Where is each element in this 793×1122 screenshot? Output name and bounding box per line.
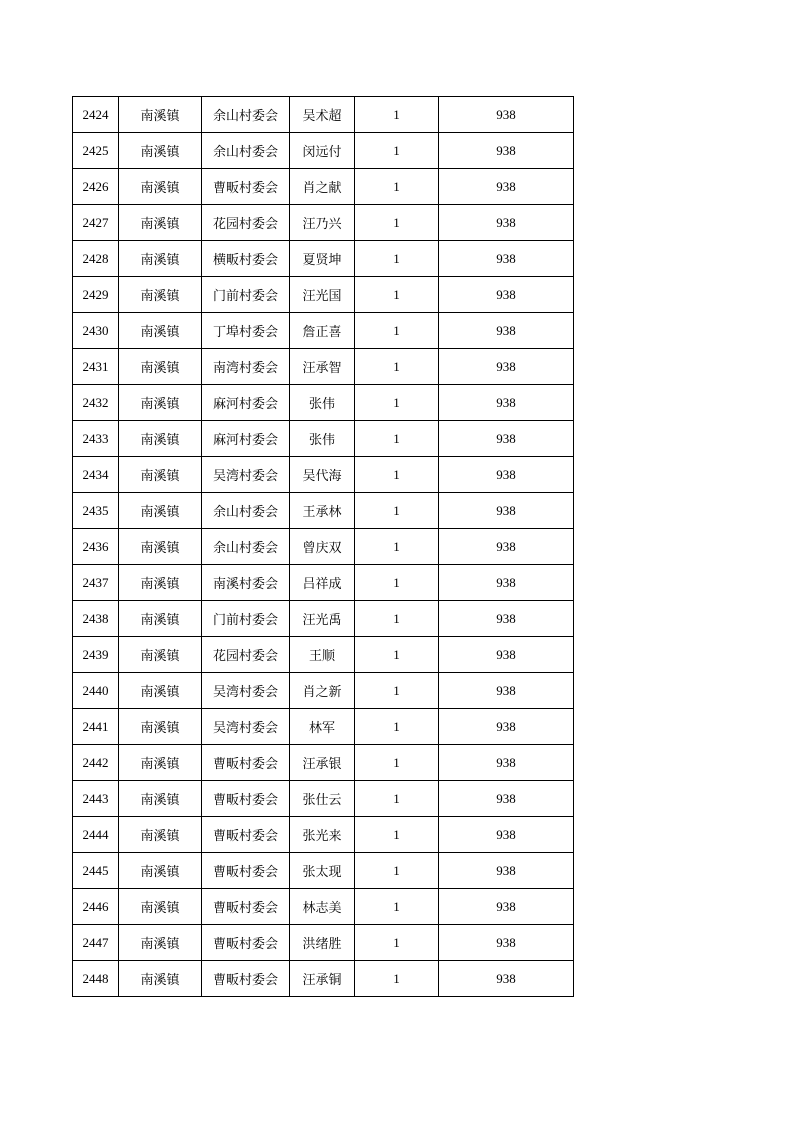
- village-cell: 吴湾村委会: [202, 673, 290, 709]
- count-cell: 1: [355, 853, 439, 889]
- table-body: [73, 97, 574, 997]
- row-number-cell: 2448: [73, 961, 119, 997]
- town-cell: 南溪镇: [119, 961, 202, 997]
- count-cell: 1: [355, 961, 439, 997]
- village-cell: 余山村委会: [202, 133, 290, 169]
- row-number-cell: 2438: [73, 601, 119, 637]
- amount-cell: 938: [439, 241, 574, 277]
- row-number-cell: 2441: [73, 709, 119, 745]
- town-cell: 南溪镇: [119, 169, 202, 205]
- village-cell: 曹畈村委会: [202, 169, 290, 205]
- amount-cell: 938: [439, 97, 574, 133]
- count-cell: 1: [355, 673, 439, 709]
- amount-cell: 938: [439, 385, 574, 421]
- person-name-cell: 张伟: [290, 385, 355, 421]
- amount-cell: 938: [439, 493, 574, 529]
- count-cell: 1: [355, 349, 439, 385]
- table-row: [73, 529, 574, 565]
- amount-cell: 938: [439, 889, 574, 925]
- subsidy-table: [72, 96, 574, 997]
- person-name-cell: 张伟: [290, 421, 355, 457]
- village-cell: 曹畈村委会: [202, 745, 290, 781]
- table-row: [73, 277, 574, 313]
- person-name-cell: 汪承银: [290, 745, 355, 781]
- row-number-cell: 2446: [73, 889, 119, 925]
- amount-cell: 938: [439, 853, 574, 889]
- village-cell: 余山村委会: [202, 97, 290, 133]
- amount-cell: 938: [439, 817, 574, 853]
- count-cell: 1: [355, 133, 439, 169]
- row-number-cell: 2432: [73, 385, 119, 421]
- count-cell: 1: [355, 493, 439, 529]
- amount-cell: 938: [439, 421, 574, 457]
- village-cell: 南湾村委会: [202, 349, 290, 385]
- count-cell: 1: [355, 529, 439, 565]
- person-name-cell: 曾庆双: [290, 529, 355, 565]
- table-row: [73, 133, 574, 169]
- table-row: [73, 385, 574, 421]
- count-cell: 1: [355, 313, 439, 349]
- village-cell: 门前村委会: [202, 277, 290, 313]
- row-number-cell: 2434: [73, 457, 119, 493]
- count-cell: 1: [355, 241, 439, 277]
- person-name-cell: 夏贤坤: [290, 241, 355, 277]
- table-row: [73, 313, 574, 349]
- person-name-cell: 肖之献: [290, 169, 355, 205]
- village-cell: 曹畈村委会: [202, 817, 290, 853]
- table-row: [73, 817, 574, 853]
- town-cell: 南溪镇: [119, 457, 202, 493]
- row-number-cell: 2442: [73, 745, 119, 781]
- town-cell: 南溪镇: [119, 601, 202, 637]
- table-row: [73, 853, 574, 889]
- row-number-cell: 2435: [73, 493, 119, 529]
- table-row: [73, 637, 574, 673]
- count-cell: 1: [355, 169, 439, 205]
- person-name-cell: 林军: [290, 709, 355, 745]
- village-cell: 麻河村委会: [202, 421, 290, 457]
- person-name-cell: 汪光国: [290, 277, 355, 313]
- person-name-cell: 张光来: [290, 817, 355, 853]
- amount-cell: 938: [439, 133, 574, 169]
- amount-cell: 938: [439, 673, 574, 709]
- amount-cell: 938: [439, 709, 574, 745]
- amount-cell: 938: [439, 601, 574, 637]
- row-number-cell: 2425: [73, 133, 119, 169]
- town-cell: 南溪镇: [119, 277, 202, 313]
- table-row: [73, 601, 574, 637]
- row-number-cell: 2430: [73, 313, 119, 349]
- count-cell: 1: [355, 565, 439, 601]
- table-row: [73, 889, 574, 925]
- count-cell: 1: [355, 817, 439, 853]
- row-number-cell: 2444: [73, 817, 119, 853]
- town-cell: 南溪镇: [119, 205, 202, 241]
- person-name-cell: 王顺: [290, 637, 355, 673]
- town-cell: 南溪镇: [119, 817, 202, 853]
- person-name-cell: 张仕云: [290, 781, 355, 817]
- town-cell: 南溪镇: [119, 781, 202, 817]
- table-row: [73, 349, 574, 385]
- table-row: [73, 709, 574, 745]
- table-row: [73, 673, 574, 709]
- table-row: [73, 241, 574, 277]
- count-cell: 1: [355, 889, 439, 925]
- row-number-cell: 2427: [73, 205, 119, 241]
- count-cell: 1: [355, 205, 439, 241]
- count-cell: 1: [355, 925, 439, 961]
- village-cell: 丁埠村委会: [202, 313, 290, 349]
- village-cell: 花园村委会: [202, 637, 290, 673]
- town-cell: 南溪镇: [119, 97, 202, 133]
- person-name-cell: 王承林: [290, 493, 355, 529]
- row-number-cell: 2424: [73, 97, 119, 133]
- table-row: [73, 925, 574, 961]
- town-cell: 南溪镇: [119, 241, 202, 277]
- count-cell: 1: [355, 709, 439, 745]
- amount-cell: 938: [439, 457, 574, 493]
- person-name-cell: 詹正喜: [290, 313, 355, 349]
- person-name-cell: 林志美: [290, 889, 355, 925]
- village-cell: 曹畈村委会: [202, 925, 290, 961]
- town-cell: 南溪镇: [119, 313, 202, 349]
- row-number-cell: 2437: [73, 565, 119, 601]
- person-name-cell: 张太现: [290, 853, 355, 889]
- town-cell: 南溪镇: [119, 673, 202, 709]
- village-cell: 曹畈村委会: [202, 781, 290, 817]
- amount-cell: 938: [439, 349, 574, 385]
- count-cell: 1: [355, 781, 439, 817]
- amount-cell: 938: [439, 169, 574, 205]
- amount-cell: 938: [439, 277, 574, 313]
- amount-cell: 938: [439, 637, 574, 673]
- table-row: [73, 781, 574, 817]
- table-row: [73, 565, 574, 601]
- table-row: [73, 745, 574, 781]
- person-name-cell: 吕祥成: [290, 565, 355, 601]
- row-number-cell: 2445: [73, 853, 119, 889]
- row-number-cell: 2429: [73, 277, 119, 313]
- count-cell: 1: [355, 421, 439, 457]
- count-cell: 1: [355, 637, 439, 673]
- table-row: [73, 493, 574, 529]
- town-cell: 南溪镇: [119, 133, 202, 169]
- town-cell: 南溪镇: [119, 709, 202, 745]
- person-name-cell: 汪承智: [290, 349, 355, 385]
- row-number-cell: 2440: [73, 673, 119, 709]
- amount-cell: 938: [439, 961, 574, 997]
- count-cell: 1: [355, 745, 439, 781]
- row-number-cell: 2439: [73, 637, 119, 673]
- town-cell: 南溪镇: [119, 637, 202, 673]
- village-cell: 花园村委会: [202, 205, 290, 241]
- town-cell: 南溪镇: [119, 529, 202, 565]
- town-cell: 南溪镇: [119, 853, 202, 889]
- row-number-cell: 2428: [73, 241, 119, 277]
- row-number-cell: 2433: [73, 421, 119, 457]
- town-cell: 南溪镇: [119, 889, 202, 925]
- row-number-cell: 2447: [73, 925, 119, 961]
- town-cell: 南溪镇: [119, 421, 202, 457]
- town-cell: 南溪镇: [119, 745, 202, 781]
- count-cell: 1: [355, 385, 439, 421]
- village-cell: 吴湾村委会: [202, 709, 290, 745]
- town-cell: 南溪镇: [119, 349, 202, 385]
- count-cell: 1: [355, 277, 439, 313]
- amount-cell: 938: [439, 205, 574, 241]
- person-name-cell: 汪承铜: [290, 961, 355, 997]
- village-cell: 余山村委会: [202, 529, 290, 565]
- table-row: [73, 169, 574, 205]
- village-cell: 南溪村委会: [202, 565, 290, 601]
- village-cell: 麻河村委会: [202, 385, 290, 421]
- person-name-cell: 洪绪胜: [290, 925, 355, 961]
- person-name-cell: 汪乃兴: [290, 205, 355, 241]
- table-row: [73, 457, 574, 493]
- amount-cell: 938: [439, 529, 574, 565]
- count-cell: 1: [355, 457, 439, 493]
- town-cell: 南溪镇: [119, 493, 202, 529]
- village-cell: 曹畈村委会: [202, 853, 290, 889]
- person-name-cell: 吴代海: [290, 457, 355, 493]
- village-cell: 吴湾村委会: [202, 457, 290, 493]
- row-number-cell: 2431: [73, 349, 119, 385]
- village-cell: 横畈村委会: [202, 241, 290, 277]
- amount-cell: 938: [439, 565, 574, 601]
- amount-cell: 938: [439, 781, 574, 817]
- row-number-cell: 2426: [73, 169, 119, 205]
- person-name-cell: 肖之新: [290, 673, 355, 709]
- town-cell: 南溪镇: [119, 385, 202, 421]
- amount-cell: 938: [439, 925, 574, 961]
- village-cell: 门前村委会: [202, 601, 290, 637]
- count-cell: 1: [355, 601, 439, 637]
- count-cell: 1: [355, 97, 439, 133]
- person-name-cell: 吴术超: [290, 97, 355, 133]
- table-row: [73, 961, 574, 997]
- amount-cell: 938: [439, 313, 574, 349]
- village-cell: 曹畈村委会: [202, 961, 290, 997]
- town-cell: 南溪镇: [119, 565, 202, 601]
- person-name-cell: 汪光禹: [290, 601, 355, 637]
- table-row: [73, 97, 574, 133]
- row-number-cell: 2443: [73, 781, 119, 817]
- person-name-cell: 闵远付: [290, 133, 355, 169]
- table-row: [73, 205, 574, 241]
- row-number-cell: 2436: [73, 529, 119, 565]
- village-cell: 余山村委会: [202, 493, 290, 529]
- village-cell: 曹畈村委会: [202, 889, 290, 925]
- table-row: [73, 421, 574, 457]
- amount-cell: 938: [439, 745, 574, 781]
- town-cell: 南溪镇: [119, 925, 202, 961]
